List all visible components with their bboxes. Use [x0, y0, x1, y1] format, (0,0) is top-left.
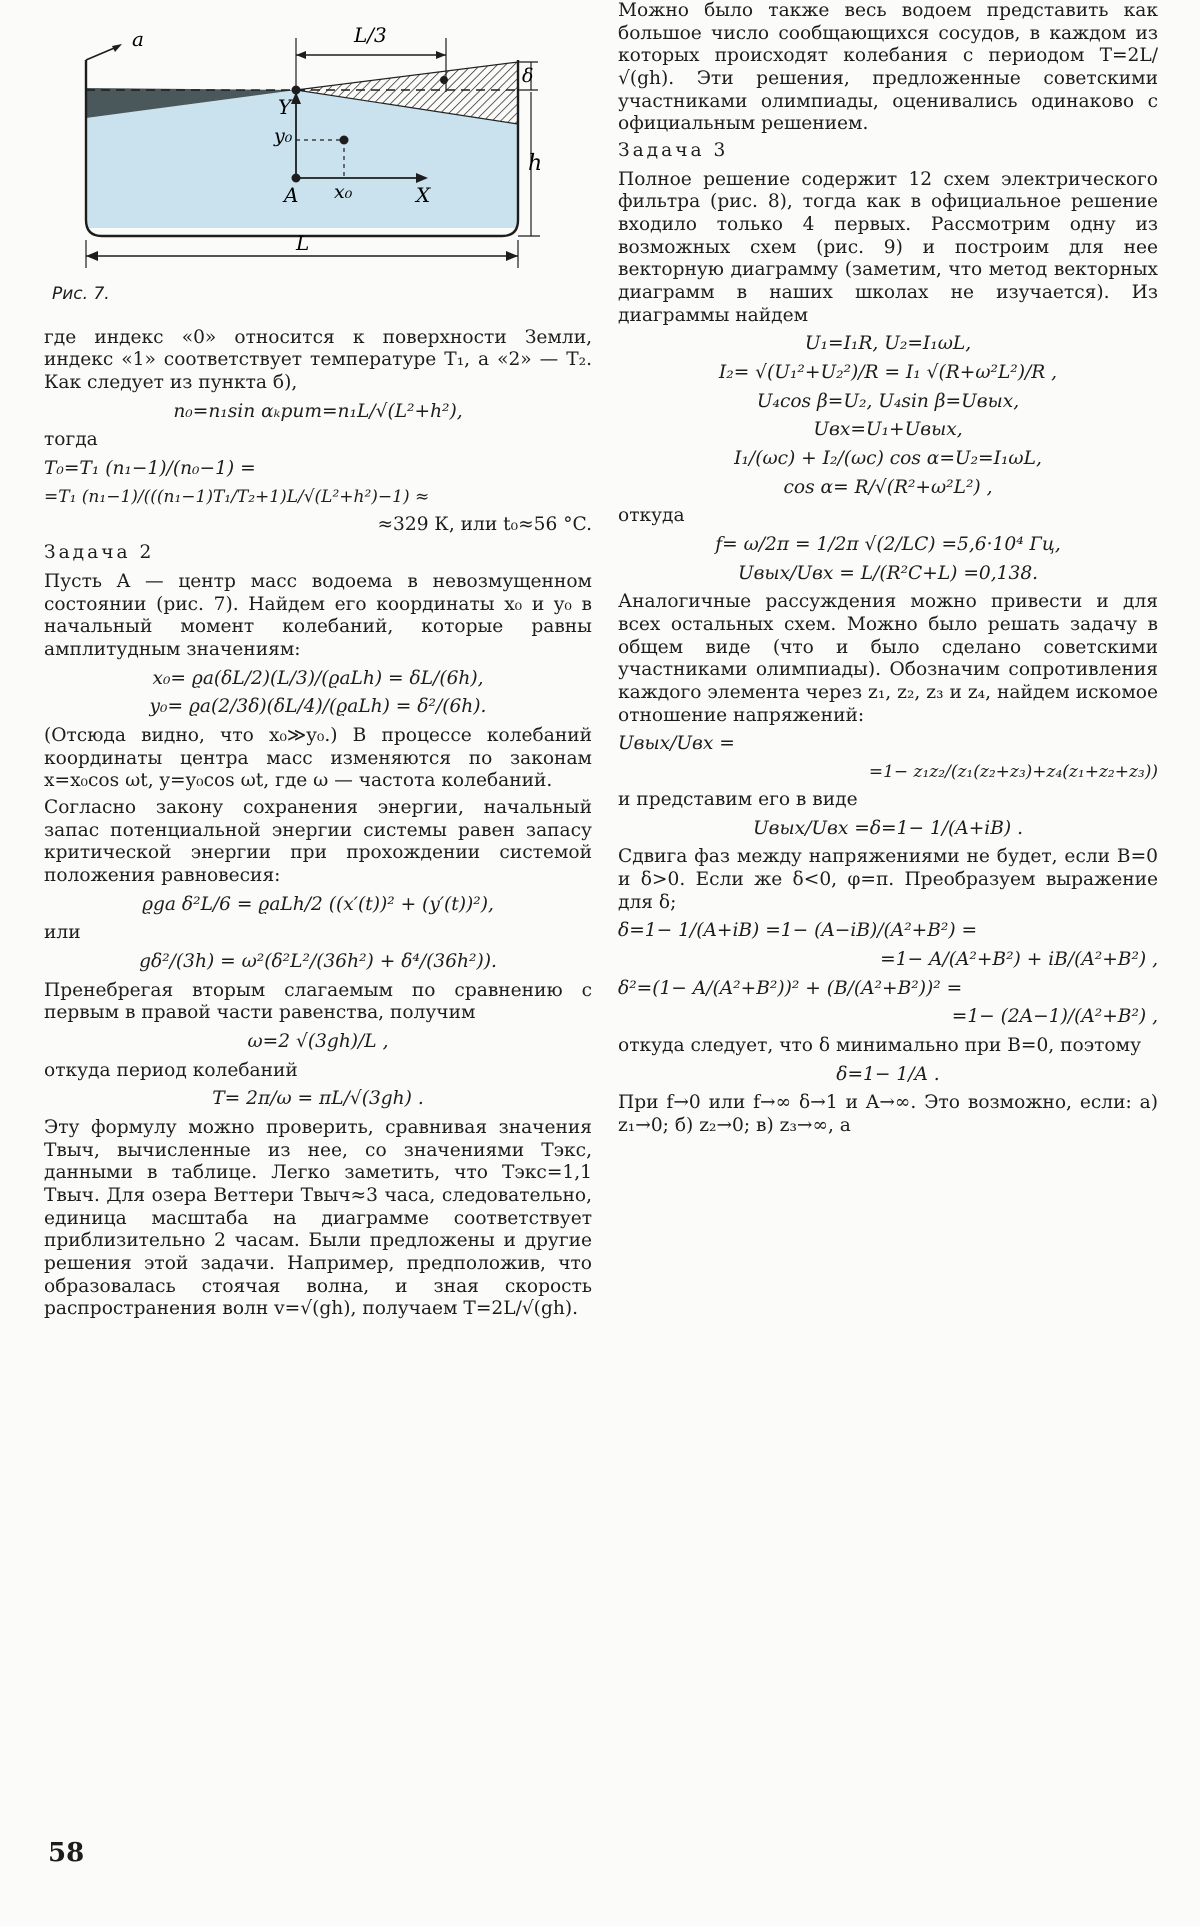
equation-general-b: =1− z₁z₂/(z₁(z₂+z₃)+z₄(z₁+z₂+z₃))	[868, 762, 1158, 783]
equation-period: T= 2π/ω = πL/√(3gh) .	[212, 1088, 424, 1110]
text-or: или	[44, 922, 81, 944]
equation-ratio: Uвых/Uвх = L/(R²C+L) =0,138.	[737, 562, 1039, 584]
left-paragraph-1: где индекс «0» относится к поверхности Земли, индекс «1» соответствует температуре T₁, а «2» — T₂. Как следует из пункта б),	[44, 326, 592, 394]
left-paragraph-5: Пренебрегая вторым слагаемым по сравнению с первым в правой части равенства, получим	[44, 979, 592, 1024]
right-paragraph-2: Полное решение содержит 12 схем электрического фильтра (рис. 8), тогда как в официальное решение входило только 4 первых. Рассмотрим одну из возможных схем (рис. 9) и построим для нее векторную диаграмму (заметим, что метод векторных диаграмм в наших школах не изучается). Из диаграммы найдем	[618, 168, 1158, 326]
figure-7-diagram	[44, 0, 544, 268]
equation-energy: ϱga δ²L/6 = ϱaLh/2 ((x′(t))² + (y′(t))²),	[142, 893, 494, 915]
right-paragraph-5: Сдвига фаз между напряжениями не будет, если B=0 и δ>0. Если же δ<0, φ=π. Преобразуем выражение для δ;	[618, 846, 1158, 913]
right-paragraph-6: откуда следует, что δ минимально при B=0, поэтому	[618, 1034, 1142, 1056]
label-X: X	[416, 183, 431, 207]
equation-delta-b: =1− A/(A²+B²) + iB/(A²+B²) ,	[880, 948, 1158, 970]
label-x0: x₀	[334, 181, 353, 203]
equation-general-a: Uвых/Uвх =	[618, 733, 735, 755]
label-L: L	[296, 231, 310, 255]
label-L3: L/3	[354, 23, 387, 47]
equation-frequency: f= ω/2π = 1/2π √(2/LC) =5,6·10⁴ Гц,	[715, 534, 1061, 556]
task-3-heading: Задача 3	[618, 140, 729, 162]
mass-center-displaced	[340, 136, 349, 145]
figure-caption: Рис. 7.	[52, 284, 110, 304]
equation-U4: U₄cos β=U₂, U₄sin β=Uвых,	[756, 390, 1020, 412]
label-delta: δ	[522, 65, 534, 87]
equation-Uin: Uвх=U₁+Uвых,	[813, 419, 963, 441]
equation-delta-form: Uвых/Uвх =δ=1− 1/(A+iB) .	[753, 817, 1023, 839]
equation-omega: ω=2 √(3gh)/L ,	[247, 1030, 389, 1052]
label-A: A	[284, 183, 299, 207]
equation-delta-min: δ=1− 1/A .	[836, 1063, 940, 1085]
right-column	[618, 0, 1158, 1142]
equation-n0: n₀=n₁sin αₖрит=n₁L/√(L²+h²),	[173, 400, 463, 422]
equation-delta-sq-a: δ²=(1− A/(A²+B²))² + (B/(A²+B²))² =	[618, 977, 963, 999]
figure-7	[44, 0, 544, 268]
label-y0: y₀	[274, 125, 293, 147]
right-paragraph-4: и представим его в виде	[618, 788, 858, 810]
left-paragraph-6: откуда период колебаний	[44, 1059, 298, 1081]
equation-U1-U2: U₁=I₁R, U₂=I₁ωL,	[804, 333, 972, 355]
left-paragraph-4: Согласно закону сохранения энергии, начальный запас потенциальной энергии системы равен запасу критической энергии при прохождении системой положения равновесия:	[44, 796, 592, 886]
right-paragraph-7: При f→0 или f→∞ δ→1 и A→∞. Это возможно, если: а) z₁→0; б) z₂→0; в) z₃→∞, а	[618, 1092, 1158, 1136]
equation-cos-alpha: cos α= R/√(R²+ω²L²) ,	[783, 476, 993, 498]
equation-omega-squared: gδ²/(3h) = ω²(δ²L²/(36h²) + δ⁴/(36h²)).	[139, 950, 497, 972]
task-2-heading: Задача 2	[44, 542, 155, 564]
equation-T0-a: T₀=T₁ (n₁−1)/(n₀−1) =	[44, 458, 256, 480]
left-paragraph-3: (Отсюда видно, что x₀≫y₀.) В процессе колебаний координаты центра масс изменяются по законам x=x₀cos ωt, y=y₀cos ωt, где ω — частота колебаний.	[44, 724, 592, 792]
label-Y: Y	[278, 95, 292, 119]
right-paragraph-3: Аналогичные рассуждения можно привести и для всех остальных схем. Можно было решать задачу в общем виде (что и было сделано советскими участниками олимпиады). Обозначим сопротивления каждого элемента через z₁, z₂, z₃ и z₄, найдем искомое отношение напряжений:	[618, 591, 1158, 726]
equation-I2: I₂= √(U₁²+U₂²)/R = I₁ √(R+ω²L²)/R ,	[718, 362, 1058, 384]
text-then: тогда	[44, 429, 98, 451]
equation-y0: y₀= ϱa(2/3δ)(δL/4)/(ϱaLh) = δ²/(6h).	[149, 696, 487, 718]
right-paragraph-1: Можно было также весь водоем представить как большое число сообщающихся сосудов, в каждом из которых происходят колебания с периодом T=2L/√(gh). Эти решения, предложенные советскими участниками олимпиады, оценивались одинаково с официальным решением.	[618, 0, 1158, 135]
left-paragraph-2: Пусть A — центр масс водоема в невозмущенном состоянии (рис. 7). Найдем его координаты x₀ и y₀ в начальный момент колебаний, которые равны амплитудным значениям:	[44, 570, 592, 660]
page-number: 58	[48, 1838, 85, 1868]
wedge-centroid	[440, 76, 448, 84]
equation-currents: I₁/(ωc) + I₂/(ωc) cos α=U₂=I₁ωL,	[734, 448, 1042, 470]
equation-T0-b: =T₁ (n₁−1)/(((n₁−1)T₁/T₂+1)L/√(L²+h²)−1) ≈	[44, 486, 430, 507]
equation-x0: x₀= ϱa(δL/2)(L/3)/(ϱaLh) = δL/(6h),	[152, 667, 484, 689]
left-column	[44, 0, 592, 1325]
text-whence: откуда	[618, 505, 685, 527]
left-paragraph-7: Эту формулу можно проверить, сравнивая значения Tвыч, вычисленные из нее, со значениями Tэкс, данными в таблице. Легко заметить, что Tэкс=1,1 Tвыч. Для озера Веттери Tвыч≈3 часа, следовательно, единица масштаба на диаграмме соответствует приблизительно 2 часам. Были предложены и другие решения этой задачи. Например, предположив, что образовалась стоячая волна, и зная скорость распространения волн v=√(gh), получаем T=2L/√(gh).	[44, 1116, 592, 1320]
equation-delta-sq-b: =1− (2A−1)/(A²+B²) ,	[951, 1006, 1158, 1028]
equation-delta-a: δ=1− 1/(A+iB) =1− (A−iB)/(A²+B²) =	[618, 920, 978, 942]
equation-T0-c: ≈329 К, или t₀≈56 °C.	[377, 513, 592, 535]
label-a: a	[132, 27, 144, 51]
label-h: h	[528, 151, 543, 176]
